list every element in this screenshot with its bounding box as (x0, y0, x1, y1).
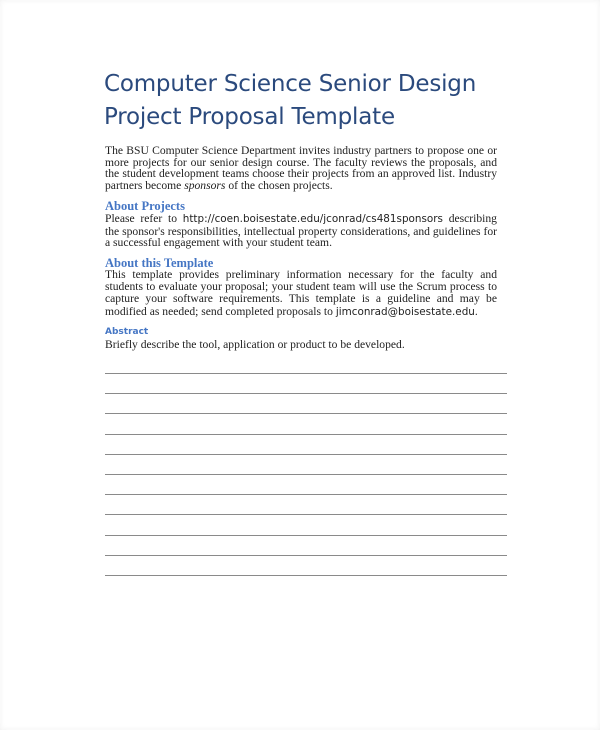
blank-writing-line (105, 393, 507, 394)
blank-writing-line (105, 454, 507, 455)
about-template-heading: About this Template (105, 256, 214, 270)
blank-writing-line (105, 434, 507, 435)
intro-emphasis: sponsors (184, 179, 226, 193)
blank-writing-line (105, 555, 507, 556)
blank-writing-line (105, 373, 507, 374)
page-title (104, 68, 524, 134)
intro-text-end: of the chosen projects. (225, 179, 333, 193)
blank-writing-line (105, 535, 507, 536)
title-line-2: Project Proposal Template (104, 104, 395, 130)
abstract-heading: Abstract (105, 327, 149, 337)
about-template-text: This template provides preliminary information necessary for the faculty and students to evaluate your proposal; your student team will use the Scrum process to capture your software requirements. This template is a guideline and may be modified as needed; send completed proposals to (105, 268, 497, 318)
about-projects-prefix: Please refer to (105, 212, 183, 225)
email-link[interactable]: jimconrad@boisestate.edu (335, 305, 475, 318)
sponsors-link[interactable]: http://coen.boisestate.edu/jconrad/cs481sponsors (182, 213, 443, 225)
blank-writing-line (105, 474, 507, 475)
blank-writing-line (105, 575, 507, 576)
about-projects-paragraph (105, 213, 497, 249)
about-template-end: . (474, 304, 478, 318)
intro-text: The BSU Computer Science Department invites industry partners to propose one or more projects for our senior design course. The faculty reviews the proposals, and the student development teams choose their projects from an approved list. Industry partners become (105, 144, 497, 193)
blank-writing-line (105, 494, 507, 495)
about-projects-suffix: describing the sponsor's responsibilities, intellectual property considerations, and guidelines for a successful engagement with your student team. (105, 212, 497, 250)
blank-writing-line (105, 413, 507, 414)
intro-paragraph (105, 145, 497, 192)
title-line-1: Computer Science Senior Design (104, 71, 477, 97)
abstract-prompt: Briefly describe the tool, application or product to be developed. (105, 338, 405, 351)
about-projects-heading: About Projects (105, 199, 185, 213)
blank-writing-line (105, 514, 507, 515)
about-template-paragraph (105, 269, 497, 318)
